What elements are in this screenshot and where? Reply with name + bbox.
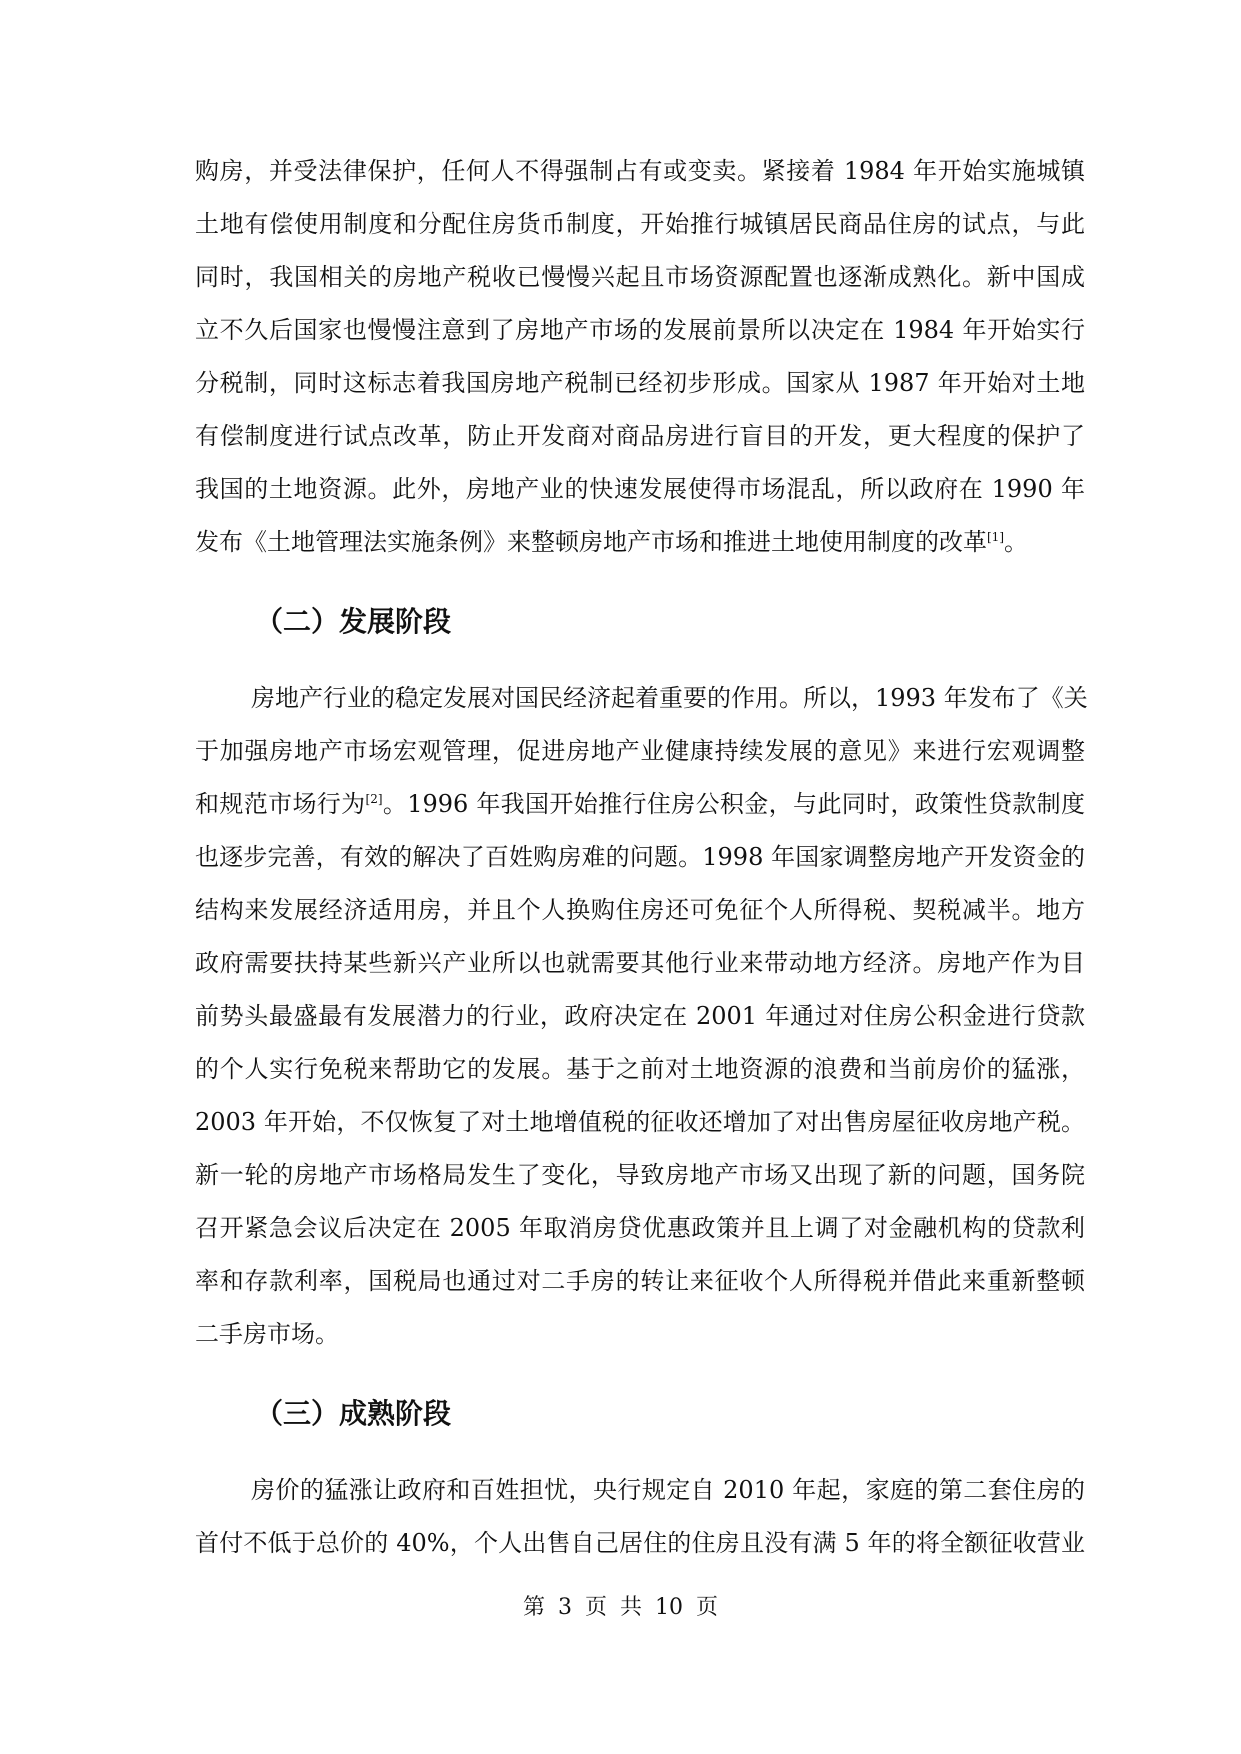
paragraph-line: 同时，我国相关的房地产税收已慢慢兴起且市场资源配置也逐渐成熟化。新中国成 bbox=[195, 263, 1085, 291]
paragraph-line: 结构来发展经济适用房，并且个人换购住房还可免征个人所得税、契税减半。地方 bbox=[195, 896, 1085, 924]
section-heading: （二）发展阶段 bbox=[255, 605, 452, 638]
paragraph-line: 二手房市场。 bbox=[195, 1320, 339, 1348]
paragraph-line bbox=[195, 788, 1085, 820]
line-text: 发布《土地管理法实施条例》来整顿房地产市场和推进土地使用制度的改革 bbox=[195, 528, 987, 556]
paragraph-line: 我国的土地资源。此外，房地产业的快速发展使得市场混乱，所以政府在 1990 年 bbox=[195, 475, 1085, 503]
paragraph-line: 也逐步完善，有效的解决了百姓购房难的问题。1998 年国家调整房地产开发资金的 bbox=[195, 843, 1085, 871]
citation-ref: [2] bbox=[365, 792, 383, 806]
paragraph-line: 购房，并受法律保护，任何人不得强制占有或变卖。紧接着 1984 年开始实施城镇 bbox=[195, 157, 1085, 185]
paragraph-line: 土地有偿使用制度和分配住房货币制度，开始推行城镇居民商品住房的试点，与此 bbox=[195, 210, 1085, 238]
paragraph-line: 召开紧急会议后决定在 2005 年取消房贷优惠政策并且上调了对金融机构的贷款利 bbox=[195, 1214, 1085, 1242]
line-text: 和规范市场行为 bbox=[195, 790, 366, 818]
paragraph-line: 前势头最盛最有发展潜力的行业，政府决定在 2001 年通过对住房公积金进行贷款 bbox=[195, 1002, 1085, 1030]
paragraph-line: 立不久后国家也慢慢注意到了房地产市场的发展前景所以决定在 1984 年开始实行 bbox=[195, 316, 1085, 344]
paragraph-line: 分税制，同时这标志着我国房地产税制已经初步形成。国家从 1987 年开始对土地 bbox=[195, 369, 1085, 397]
line-text: 。1996 年我国开始推行住房公积金，与此同时，政策性贷款制度 bbox=[382, 790, 1085, 818]
paragraph-line: 房地产行业的稳定发展对国民经济起着重要的作用。所以，1993 年发布了《关 bbox=[251, 684, 1088, 712]
citation-ref: [1] bbox=[987, 530, 1004, 544]
paragraph-line: 2003 年开始，不仅恢复了对土地增值税的征收还增加了对出售房屋征收房地产税。 bbox=[195, 1108, 1085, 1136]
paragraph-line: 首付不低于总价的 40%，个人出售自己居住的住房且没有满 5 年的将全额征收营业 bbox=[195, 1529, 1085, 1557]
page-number-footer: 第 3 页 共 10 页 bbox=[523, 1595, 718, 1620]
paragraph-line: 新一轮的房地产市场格局发生了变化，导致房地产市场又出现了新的问题，国务院 bbox=[195, 1161, 1085, 1189]
paragraph-line bbox=[195, 526, 1085, 558]
paragraph-line: 率和存款利率，国税局也通过对二手房的转让来征收个人所得税并借此来重新整顿 bbox=[195, 1267, 1085, 1295]
paragraph-line: 于加强房地产市场宏观管理，促进房地产业健康持续发展的意见》来进行宏观调整 bbox=[195, 737, 1085, 765]
paragraph-line: 的个人实行免税来帮助它的发展。基于之前对土地资源的浪费和当前房价的猛涨， bbox=[195, 1055, 1085, 1083]
paragraph-line: 房价的猛涨让政府和百姓担忧，央行规定自 2010 年起，家庭的第二套住房的 bbox=[251, 1476, 1085, 1504]
paragraph-line: 有偿制度进行试点改革，防止开发商对商品房进行盲目的开发，更大程度的保护了 bbox=[195, 422, 1085, 450]
line-text: 。 bbox=[1004, 528, 1028, 556]
section-heading: （三）成熟阶段 bbox=[255, 1397, 452, 1430]
paragraph-line: 政府需要扶持某些新兴产业所以也就需要其他行业来带动地方经济。房地产作为目 bbox=[195, 949, 1085, 977]
